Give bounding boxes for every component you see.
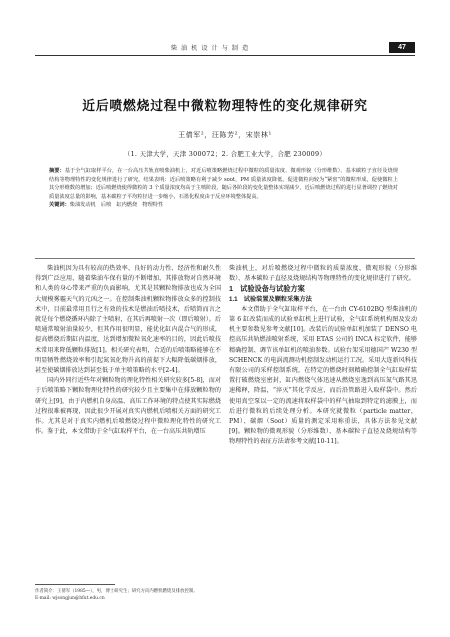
body-paragraph: 本文借助于全气缸取样平台，在一台由 CY-6102BQ 型柴油机的第 6 缸改装而成的试验单缸机上进行试验，全气缸系统机构图及发动机主要参数见参考文献[10]。改装后的试验单缸机加装了 DENSO 电控高压共轨燃油喷射系统，采用 ETAS 公司的 INCA 标定软件，能够精确控制、调节该单缸机的喷油参数。试验台架采用德国产 W230 型 SCHENCK 的电涡流测功机控制发动机运行工况。采用大连新风科技有限公司的采样控制系统，在特定的燃烧时刻精确控制全气缸取样装置打破燃烧室密封，缸内燃烧气体迅速从燃烧室逸到高压氮气路其迅速稀释，降温，“淬灭”其化学反应，而后沿管路进入取样袋中。然后使用真空泵以一定的流速将取样袋中的样气抽取到特定的滤膜上，而后进行微粒的后续处理分析。本研究就微粒（particle matter，PM）、碳烟（Soot）质量的测定采用称重法，具体方法参见文献[9]。颗粒物的微观形貌（分形维数）、基本碳粒子直径及烧规结构等物理特性的表征方法请参考文献[10-11]。 (229, 305, 417, 446)
body-paragraph: 柴油机上，对后喷燃烧过程中微粒的质量浓度、微观形貌（分形维数）、基本碳粒子直径及烧规结构等物理特性的变化规律进行了研究。 (229, 265, 417, 283)
article-authors: 王倩军²，汪陈芳²，宋崇林¹ (178, 131, 272, 139)
keywords-label: 关键词： (49, 202, 70, 209)
keywords-text: 柴油发动机 后喷 缸内燃烧 物理特性 (69, 202, 164, 209)
section-heading: 1 试验设备与试验方案 (229, 284, 305, 294)
body-paragraph: 柴油机因为具有较高的热效率、良好的动力性、经济性和耐久性得到广泛应用，随着柴油车保有量的不断增加，其排放物对自然环境和人类的身心带来严重的负面影响，尤其是其颗粒物排放也成为全国大规模雾霾天气的元凶之一。在控制柴油机颗粒物排放众多的控制技术中，目前最常用且行之有效的技术是燃油后喷技术，后喷简而言之就是每个燃烧循环内除了主喷射，在其后再喷射一次（即后喷射）。后喷通常喷射油量较少，但其作用很明显，能优化缸内混合气的形成，提高燃烧后期缸内温度，达到增加微粒氧化速率的目的，因此后喷技术常用来降低颗粒排放[1]。相关研究表明，合适的后喷策略能够在不明显牺牲燃烧效率和引起氮氧化物升高的前提下大幅降低碳烟排放，甚至使碳烟排放达到甚至低于单主喷策略的水平[2-4]。 (35, 265, 221, 375)
abstract-label: 摘要： (49, 168, 65, 174)
author-bio: 作者简介：王倩军（1985—），男，博士研究生；研究方向内燃机燃烧及排放控制。 (35, 589, 198, 594)
body-column-right (229, 264, 417, 448)
subsection-heading: 1.1 试验装置及颗粒采集方法 (229, 295, 312, 303)
article-title: 近后喷燃烧过程中微粒物理特性的变化规律研究 (82, 99, 368, 114)
footnote (35, 588, 225, 602)
body-column-left (35, 264, 221, 437)
journal-name: 柴 油 机 设 计 与 制 造 (170, 45, 250, 52)
body-paragraph: 国内外同行近些年对颗粒物的理化特性相关研究较多[5-8]，而对于后喷策略下颗粒物理化特性的研究较少且主要集中在排放颗粒物的研究上[9]，由于内燃机自身高温、高压工作环境的特点使其实际燃烧过程很难被再现，因此很少开展对真实内燃机后喷相关方面的研究工作。尤其是对于真实内燃机后喷燃烧过程中微粒理化特性的研究工作。鉴于此，本文借助于全气缸取样平台，在一台高压共轨增压 (35, 377, 221, 436)
section-divider (35, 258, 415, 259)
footnote-rule (35, 584, 115, 585)
running-header (35, 42, 415, 56)
author-affiliation: （1. 天津大学，天津 300072；2. 合肥工业大学，合肥 230009） (123, 150, 327, 158)
author-email: E-mail: wjsongjun@hfut.edu.cn (35, 596, 105, 602)
abstract-block (49, 167, 398, 210)
abstract-text: 基于全气缸取样平台，在一台高压共轨直喷柴油机上，对近后喷策略燃烧过程中微粒的质量浓度、微观形貌（分形维数）、基本碳粒子直径及烧规结构等物理特性的变化规律进行了研究。结果表明：近后喷策略有利于减少 soot，PM 质量浓度降低，促进微粒向较为“紧密”的微粒形成，促使微粒上其分形维数的增加；近后喷燃烧使得微粒的 3 个质量浓度均高于主喷阶段，随后各阶段的变化量整体实现减少，近后喷燃烧过程的进行显著调控了燃烧对质量浓度总量的影响，基本碳粒子平均粒径进一步缩小，石墨化程度由于反应环境整体提高。 (49, 168, 398, 200)
page-number: 47 (389, 42, 415, 53)
